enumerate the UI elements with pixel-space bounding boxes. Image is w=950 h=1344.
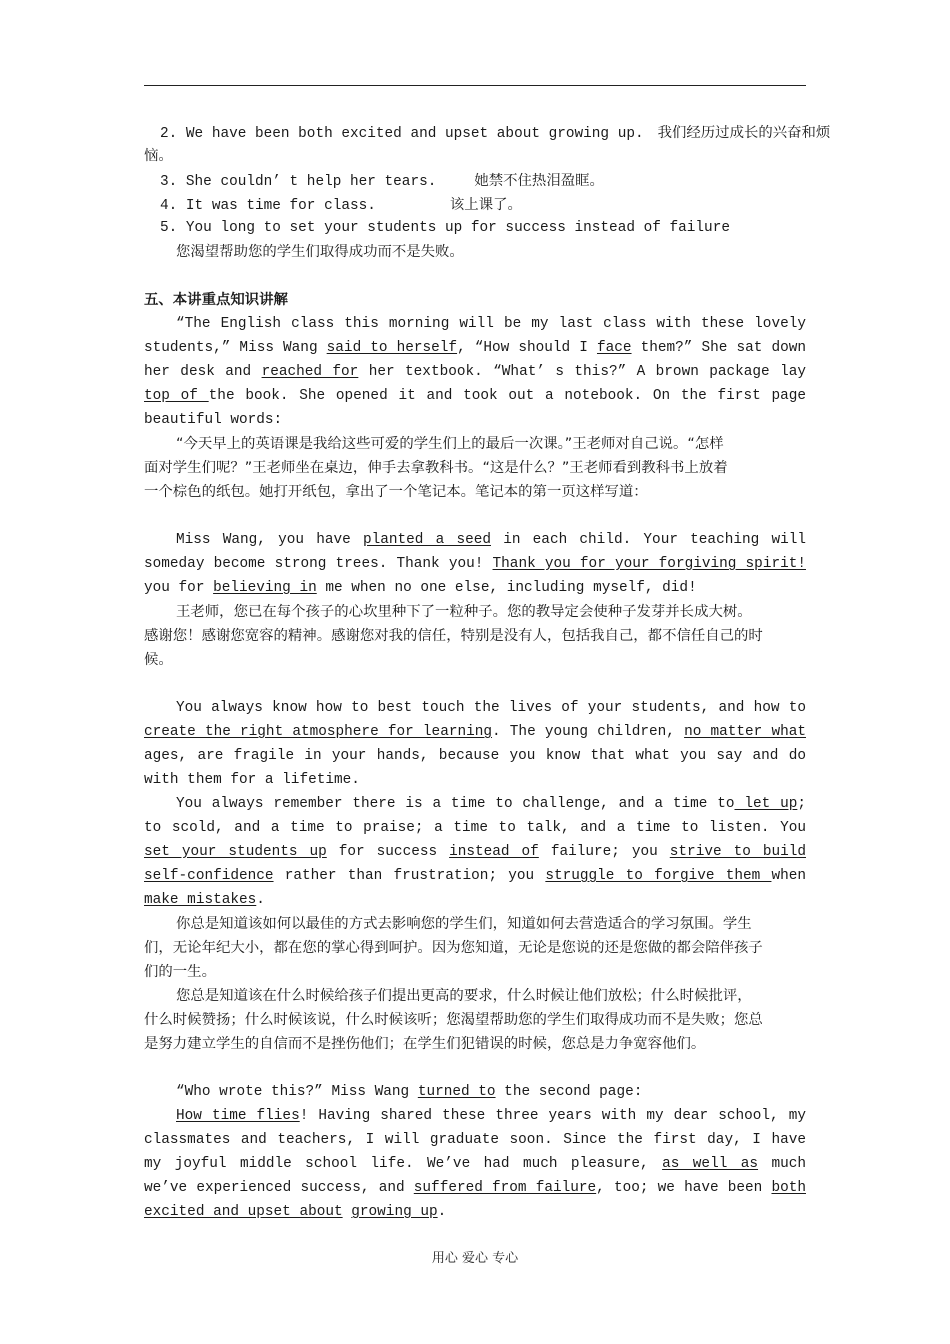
sentence-4: 4. It was time for class. 该上课了。 <box>160 197 522 214</box>
phrase-both: both <box>771 1180 806 1196</box>
header-rule <box>144 85 806 86</box>
passage-paragraph-1: “The English class this morning will be my last class with these lovely students,” Miss Wang said to herself, “How should I face them?” She sat down her desk and reached for her textbook. “What’ s this?” A brown package lay top of the book. She opened it and took out a notebook. On the first page beautiful words: <box>144 316 806 428</box>
phrase-create-atmosphere: create the right atmosphere for learning <box>144 724 493 740</box>
passage-paragraph-3-translation: 你总是知道该如何以最佳的方式去影响您的学生们，知道如何去营造适合的学习氛围。学生 们，无论年纪大小，都在您的掌心得到呵护。因为您知道，无论是您说的还是您做的都会陪伴孩子 们的一生。 <box>144 916 763 980</box>
phrase-as-well-as: as well as <box>662 1156 759 1172</box>
sentence-5-translation: 您渴望帮助您的学生们取得成功而不是失败。 <box>176 244 464 260</box>
phrase-said-to-herself: said to herself <box>326 340 458 356</box>
phrase-struggle-to-forgive: struggle to forgive them <box>545 868 772 884</box>
passage-paragraph-2: Miss Wang, you have planted a seed in each child. Your teaching will someday become strong trees. Thank you! Thank you for your forgiving spirit! you for believing in me when no one else, including myself, did! <box>144 532 806 596</box>
phrase-let-up: let up <box>734 796 798 812</box>
document-body <box>144 120 831 1224</box>
passage-paragraph-4: You always remember there is a time to challenge, and a time to let up; to scold, and a time to praise; a time to talk, and a time to listen. You set your students up for success instead of failure; you strive to build self-confidence rather than frustration; you struggle to forgive them when make mistakes. <box>144 796 806 908</box>
phrase-believing-in: believing in <box>213 580 317 596</box>
phrase-set-up: set your students up <box>144 844 327 860</box>
phrase-planted-a-seed: planted a seed <box>362 532 491 548</box>
sentence-3: 3. She couldn’ t help her tears. 她禁不住热泪盈眶。 <box>160 173 604 190</box>
phrase-no-matter-what: no matter what <box>684 724 806 740</box>
page-footer: 用心 爱心 专心 <box>431 1251 519 1266</box>
phrase-strive-to-build: strive to build <box>669 844 806 860</box>
phrase-growing-up: growing up <box>351 1204 438 1220</box>
phrase-instead-of: instead of <box>449 844 539 860</box>
phrase-self-confidence: self-confidence <box>144 868 274 884</box>
passage-paragraph-2-translation: 王老师，您已在每个孩子的心坎里种下了一粒种子。您的教导定会使种子发芽并长成大树。 感谢您！感谢您宽容的精神。感谢您对我的信任，特别是没有人，包括我自己，都不信任自己的时 候。 <box>144 604 763 668</box>
phrase-face: face <box>596 340 632 356</box>
phrase-reached-for: reached for <box>261 364 359 380</box>
phrase-turned-to: turned to <box>417 1084 496 1100</box>
section-title: 五、本讲重点知识讲解 <box>144 292 288 308</box>
phrase-suffered-from-failure: suffered from failure <box>413 1180 597 1196</box>
passage-paragraph-4-translation: 您总是知道该在什么时候给孩子们提出更高的要求，什么时候让他们放松；什么时候批评， 什么时候赞扬；什么时候该说，什么时候该听；您渴望帮助您的学生们取得成功而不是失败；您总 是努力建立学生的自信而不是挫伤他们；在学生们犯错误的时候，您总是力争宽容他们。 <box>144 988 763 1052</box>
sentence-2-cont: 恼。 <box>144 148 173 164</box>
sentence-5: 5. You long to set your students up for success instead of failure <box>160 220 730 236</box>
phrase-how-time-flies: How time flies <box>176 1108 300 1124</box>
passage-paragraph-1-translation: “今天早上的英语课是我给这些可爱的学生们上的最后一次课。”王老师对自己说。“怎样 面对学生们呢？”王老师坐在桌边，伸手去拿教科书。“这是什么？”王老师看到教科书上放着 一个棕色的纸包。她打开纸包，拿出了一个笔记本。笔记本的第一页这样写道： <box>144 436 728 500</box>
passage-paragraph-3: You always know how to best touch the lives of your students, and how to create the right atmosphere for learning. The young children, no matter what ages, are fragile in your hands, because you know that what you say and do with them for a lifetime. <box>144 700 806 788</box>
phrase-excited-and-upset: excited and upset about <box>144 1204 343 1220</box>
phrase-forgiving-spirit: Thank you for your forgiving spirit! <box>492 556 806 572</box>
sentence-2: 2. We have been both excited and upset about growing up. 我们经历过成长的兴奋和烦 <box>160 125 831 142</box>
phrase-make-mistakes: make mistakes <box>144 892 257 908</box>
passage-paragraph-6: How time flies! Having shared these three years with my dear school, my classmates and teachers, I will graduate soon. Since the first day, I have my joyful middle school life. We’ve had much pleasure, as well as much we’ve experienced success, and suffered from failure, too; we have been both excited and upset about growing up. <box>144 1108 806 1220</box>
passage-paragraph-5: “Who wrote this?” Miss Wang turned to the second page: <box>176 1084 643 1100</box>
